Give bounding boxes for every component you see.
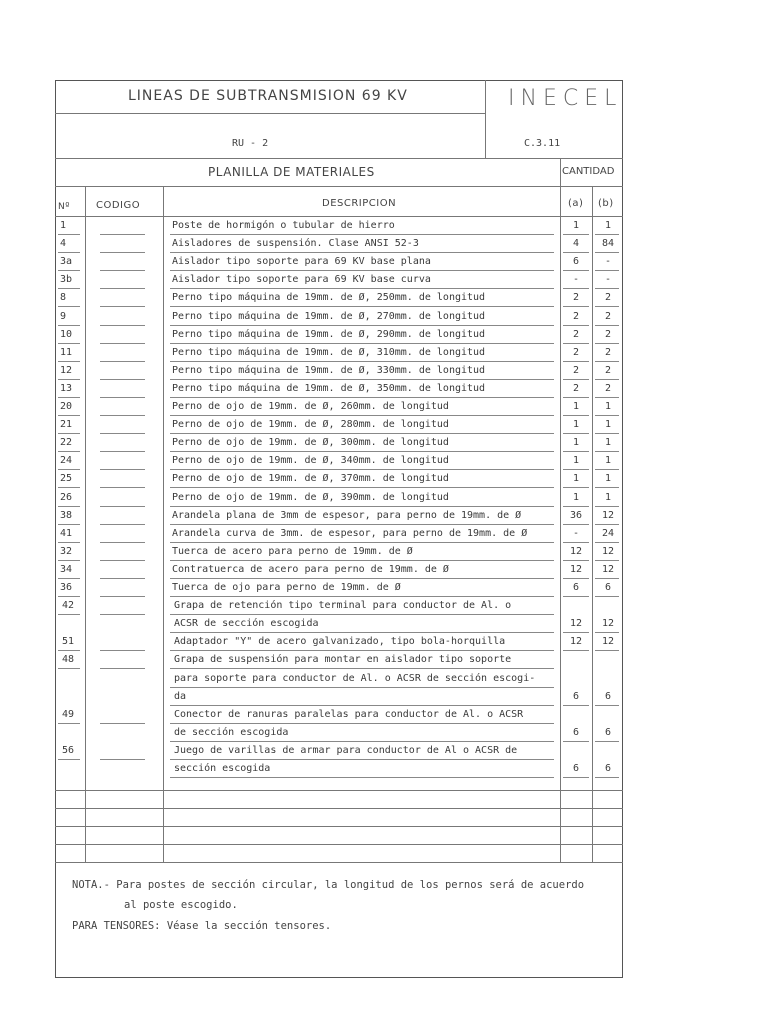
row-description: Tuerca de ojo para perno de 19mm. de Ø bbox=[172, 582, 401, 593]
description-underline bbox=[170, 723, 554, 724]
description-underline bbox=[170, 650, 554, 651]
quantity-a: 2 bbox=[572, 364, 580, 376]
code-placeholder-line bbox=[100, 668, 145, 669]
empty-row-line bbox=[55, 844, 623, 845]
row-description: Adaptador "Y" de acero galvanizado, tipo bola-horquilla bbox=[174, 636, 506, 648]
code-placeholder-line bbox=[100, 306, 145, 307]
quantity-a: 2 bbox=[572, 310, 580, 322]
quantity-b: 2 bbox=[604, 346, 612, 358]
quantity-a: 1 bbox=[572, 401, 580, 412]
row-number: 9 bbox=[60, 310, 67, 322]
header-divider bbox=[55, 113, 485, 114]
quantity-a-underline bbox=[563, 542, 589, 543]
quantity-a: 1 bbox=[572, 437, 580, 449]
row-description: Perno de ojo de 19mm. de Ø, 390mm. de longitud bbox=[172, 491, 449, 503]
row-number: 41 bbox=[60, 527, 73, 539]
row-description: Juego de varillas de armar para conductor de Al o ACSR de bbox=[174, 744, 518, 756]
quantity-a: 6 bbox=[572, 726, 580, 738]
quantity-b: 1 bbox=[604, 473, 612, 485]
description-underline bbox=[170, 596, 554, 597]
row-number: 26 bbox=[60, 491, 73, 503]
row-description: Tuerca de acero para perno de 19mm. de Ø bbox=[172, 545, 413, 557]
quantity-a: 2 bbox=[572, 328, 580, 340]
description-underline bbox=[170, 288, 554, 289]
description-underline bbox=[170, 668, 554, 669]
quantity-a-underline bbox=[563, 306, 589, 307]
quantity-a: 2 bbox=[572, 346, 580, 358]
row-number-underline bbox=[58, 668, 80, 669]
description-underline bbox=[170, 325, 554, 326]
quantity-a-underline bbox=[563, 777, 589, 778]
row-number: 56 bbox=[62, 744, 75, 756]
note-line-2: al poste escogido. bbox=[124, 899, 238, 911]
code-placeholder-line bbox=[100, 451, 145, 452]
row-number-underline bbox=[58, 650, 80, 651]
code-placeholder-line bbox=[100, 650, 145, 651]
row-number-underline bbox=[58, 361, 80, 362]
quantity-b: 1 bbox=[604, 437, 612, 449]
quantity-a: 12 bbox=[569, 618, 583, 630]
quantity-b-underline bbox=[595, 361, 619, 362]
code-placeholder-line bbox=[100, 560, 145, 561]
quantity-a: 36 bbox=[569, 509, 583, 521]
code-placeholder-line bbox=[100, 506, 145, 507]
quantity-b: 2 bbox=[604, 382, 612, 394]
quantity-b-underline bbox=[595, 469, 619, 470]
row-number-underline bbox=[58, 469, 80, 470]
row-description: da bbox=[174, 690, 187, 702]
quantity-b: - bbox=[604, 256, 612, 268]
table-bottom-line bbox=[55, 862, 623, 863]
code-placeholder-line bbox=[100, 542, 145, 543]
row-number-underline bbox=[58, 379, 80, 380]
quantity-b: 84 bbox=[601, 238, 615, 250]
row-description: Perno de ojo de 19mm. de Ø, 300mm. de longitud bbox=[172, 437, 449, 449]
quantity-a: 6 bbox=[572, 256, 580, 268]
description-underline bbox=[170, 252, 554, 253]
row-number: 36 bbox=[60, 582, 73, 593]
description-underline bbox=[170, 614, 554, 615]
row-number: 20 bbox=[60, 401, 73, 412]
quantity-b: 1 bbox=[604, 401, 612, 412]
row-description: sección escogida bbox=[174, 763, 271, 774]
row-description: Poste de hormigón o tubular de hierro bbox=[172, 220, 395, 231]
quantity-a-underline bbox=[563, 578, 589, 579]
row-number: 51 bbox=[62, 636, 75, 648]
empty-row-line bbox=[55, 790, 623, 791]
row-description: Aisladores de suspensión. Clase ANSI 52-3 bbox=[172, 238, 419, 250]
quantity-b-underline bbox=[595, 288, 619, 289]
quantity-b-underline bbox=[595, 433, 619, 434]
section-bottom-line bbox=[55, 186, 623, 187]
quantity-a-underline bbox=[563, 379, 589, 380]
quantity-a-underline bbox=[563, 469, 589, 470]
quantity-a: 6 bbox=[572, 690, 580, 702]
quantity-b-underline bbox=[595, 506, 619, 507]
row-number-underline bbox=[58, 306, 80, 307]
row-number-underline bbox=[58, 288, 80, 289]
empty-row-line bbox=[55, 826, 623, 827]
row-description: Perno de ojo de 19mm. de Ø, 340mm. de longitud bbox=[172, 455, 449, 467]
row-description: Grapa de suspensión para montar en aislador tipo soporte bbox=[174, 654, 512, 666]
code-placeholder-line bbox=[100, 433, 145, 434]
quantity-a-underline bbox=[563, 415, 589, 416]
note-line-3: PARA TENSORES: Véase la sección tensores. bbox=[72, 920, 332, 932]
row-number: 11 bbox=[60, 346, 73, 358]
quantity-a-underline bbox=[563, 560, 589, 561]
row-number-underline bbox=[58, 487, 80, 488]
quantity-b: 1 bbox=[604, 491, 612, 503]
row-description: Perno tipo máquina de 19mm. de Ø, 290mm. de longitud bbox=[172, 328, 486, 340]
quantity-b-underline bbox=[595, 252, 619, 253]
quantity-a-underline bbox=[563, 343, 589, 344]
row-number-underline bbox=[58, 433, 80, 434]
row-number-underline bbox=[58, 343, 80, 344]
col-line-num bbox=[85, 186, 86, 862]
code-placeholder-line bbox=[100, 397, 145, 398]
description-underline bbox=[170, 270, 554, 271]
quantity-b-underline bbox=[595, 705, 619, 706]
quantity-b-underline bbox=[595, 415, 619, 416]
row-description: Perno de ojo de 19mm. de Ø, 280mm. de longitud bbox=[172, 419, 449, 431]
quantity-a: 4 bbox=[572, 238, 580, 250]
row-description: Perno tipo máquina de 19mm. de Ø, 310mm. de longitud bbox=[172, 346, 486, 358]
description-underline bbox=[170, 397, 554, 398]
quantity-b-underline bbox=[595, 777, 619, 778]
row-number-underline bbox=[58, 723, 80, 724]
code-placeholder-line bbox=[100, 723, 145, 724]
code-placeholder-line bbox=[100, 234, 145, 235]
quantity-b-underline bbox=[595, 306, 619, 307]
row-number: 3b bbox=[60, 274, 73, 286]
row-number: 12 bbox=[60, 364, 73, 376]
description-underline bbox=[170, 578, 554, 579]
row-description: Arandela plana de 3mm de espesor, para perno de 19mm. de Ø bbox=[172, 509, 522, 521]
quantity-b-underline bbox=[595, 542, 619, 543]
quantity-a: - bbox=[572, 527, 580, 539]
code-placeholder-line bbox=[100, 596, 145, 597]
quantity-a-underline bbox=[563, 361, 589, 362]
row-number-underline bbox=[58, 451, 80, 452]
quantity-b: 24 bbox=[601, 527, 615, 539]
description-underline bbox=[170, 506, 554, 507]
quantity-b: 6 bbox=[604, 690, 612, 702]
quantity-b-underline bbox=[595, 451, 619, 452]
section-title: PLANILLA DE MATERIALES bbox=[208, 165, 375, 179]
quantity-a-underline bbox=[563, 288, 589, 289]
code-placeholder-line bbox=[100, 469, 145, 470]
quantity-b-underline bbox=[595, 487, 619, 488]
row-number: 42 bbox=[62, 600, 75, 612]
row-number-underline bbox=[58, 506, 80, 507]
row-number-underline bbox=[58, 252, 80, 253]
inecel-logo: INECEL bbox=[508, 86, 623, 111]
code-placeholder-line bbox=[100, 379, 145, 380]
row-number-underline bbox=[58, 325, 80, 326]
row-number: 10 bbox=[60, 328, 73, 340]
row-number-underline bbox=[58, 415, 80, 416]
row-number-underline bbox=[58, 542, 80, 543]
row-description: de sección escogida bbox=[174, 726, 289, 738]
row-number-underline bbox=[58, 397, 80, 398]
quantity-b-underline bbox=[595, 397, 619, 398]
quantity-b-underline bbox=[595, 632, 619, 633]
quantity-a-underline bbox=[563, 325, 589, 326]
row-number: 38 bbox=[60, 509, 73, 521]
quantity-b: 2 bbox=[604, 292, 612, 304]
row-number: 48 bbox=[62, 654, 75, 666]
description-underline bbox=[170, 777, 554, 778]
quantity-a-underline bbox=[563, 596, 589, 597]
quantity-a: 2 bbox=[572, 292, 580, 304]
quantity-b: 12 bbox=[601, 545, 615, 557]
quantity-a: 6 bbox=[572, 582, 580, 593]
quantity-b: 6 bbox=[604, 726, 612, 738]
code-placeholder-line bbox=[100, 524, 145, 525]
description-underline bbox=[170, 415, 554, 416]
quantity-b: 2 bbox=[604, 310, 612, 322]
document-title: LINEAS DE SUBTRANSMISION 69 KV bbox=[128, 88, 408, 104]
description-underline bbox=[170, 705, 554, 706]
code-placeholder-line bbox=[100, 487, 145, 488]
quantity-b-underline bbox=[595, 524, 619, 525]
quantity-a: 1 bbox=[572, 419, 580, 431]
row-description: Perno tipo máquina de 19mm. de Ø, 330mm. de longitud bbox=[172, 364, 486, 376]
row-description: Perno tipo máquina de 19mm. de Ø, 250mm. de longitud bbox=[172, 292, 486, 304]
header-bottom-line bbox=[55, 158, 623, 159]
quantity-a-underline bbox=[563, 487, 589, 488]
row-description: Arandela curva de 3mm. de espesor, para perno de 19mm. de Ø bbox=[172, 527, 528, 539]
col-line-a bbox=[592, 186, 593, 862]
code-placeholder-line bbox=[100, 759, 145, 760]
col-line-code bbox=[163, 186, 164, 862]
description-underline bbox=[170, 524, 554, 525]
quantity-b: 12 bbox=[601, 509, 615, 521]
row-description: Aislador tipo soporte para 69 KV base plana bbox=[172, 256, 431, 268]
description-underline bbox=[170, 632, 554, 633]
code-placeholder-line bbox=[100, 361, 145, 362]
quantity-a: 12 bbox=[569, 563, 583, 575]
row-number-underline bbox=[58, 524, 80, 525]
quantity-b-underline bbox=[595, 234, 619, 235]
row-number: 22 bbox=[60, 437, 73, 449]
logo-divider bbox=[485, 80, 486, 158]
quantity-b-underline bbox=[595, 596, 619, 597]
quantity-a: 1 bbox=[572, 491, 580, 503]
quantity-b: 1 bbox=[604, 455, 612, 467]
row-description: Grapa de retención tipo terminal para conductor de Al. o bbox=[174, 600, 512, 612]
row-number-underline bbox=[58, 234, 80, 235]
code-placeholder-line bbox=[100, 415, 145, 416]
quantity-a-underline bbox=[563, 451, 589, 452]
quantity-b-underline bbox=[595, 270, 619, 271]
quantity-b: 1 bbox=[604, 220, 612, 231]
description-underline bbox=[170, 560, 554, 561]
quantity-b: - bbox=[604, 274, 612, 286]
row-number-underline bbox=[58, 614, 80, 615]
description-underline bbox=[170, 234, 554, 235]
row-description: Contratuerca de acero para perno de 19mm. de Ø bbox=[172, 563, 449, 575]
row-number: 21 bbox=[60, 419, 73, 431]
code-placeholder-line bbox=[100, 252, 145, 253]
quantity-b-underline bbox=[595, 650, 619, 651]
quantity-a-underline bbox=[563, 705, 589, 706]
description-underline bbox=[170, 469, 554, 470]
row-number-underline bbox=[58, 596, 80, 597]
quantity-a: 12 bbox=[569, 636, 583, 648]
quantity-a-underline bbox=[563, 506, 589, 507]
row-number: 13 bbox=[60, 382, 73, 394]
quantity-a: 2 bbox=[572, 382, 580, 394]
description-underline bbox=[170, 542, 554, 543]
row-description: Perno de ojo de 19mm. de Ø, 370mm. de longitud bbox=[172, 473, 449, 485]
row-description: Perno tipo máquina de 19mm. de Ø, 270mm. de longitud bbox=[172, 310, 486, 322]
row-number: 49 bbox=[62, 708, 75, 720]
col-a-header: (a) bbox=[568, 198, 584, 209]
quantity-a-underline bbox=[563, 632, 589, 633]
quantity-header: CANTIDAD bbox=[562, 166, 615, 177]
quantity-a-underline bbox=[563, 524, 589, 525]
row-number: 25 bbox=[60, 473, 73, 485]
row-description: Perno de ojo de 19mm. de Ø, 260mm. de longitud bbox=[172, 401, 449, 412]
row-number: 3a bbox=[60, 256, 73, 268]
column-header-line bbox=[55, 216, 623, 217]
row-number: 1 bbox=[60, 220, 67, 231]
code-right: C.3.11 bbox=[524, 138, 561, 149]
quantity-a: 1 bbox=[572, 473, 580, 485]
row-description: Aislador tipo soporte para 69 KV base curva bbox=[172, 274, 431, 286]
col-description-header: DESCRIPCION bbox=[322, 198, 397, 209]
quantity-b: 2 bbox=[604, 364, 612, 376]
quantity-b: 12 bbox=[601, 563, 615, 575]
quantity-a: 6 bbox=[572, 763, 580, 774]
quantity-b: 6 bbox=[604, 582, 612, 593]
quantity-a: 1 bbox=[572, 455, 580, 467]
quantity-a-underline bbox=[563, 252, 589, 253]
quantity-b: 6 bbox=[604, 763, 612, 774]
code-left: RU - 2 bbox=[232, 138, 269, 149]
quantity-b-underline bbox=[595, 325, 619, 326]
quantity-b: 12 bbox=[601, 618, 615, 630]
note-line-1: NOTA.- Para postes de sección circular, la longitud de los pernos será de acuerdo bbox=[72, 879, 585, 891]
quantity-b-underline bbox=[595, 343, 619, 344]
code-placeholder-line bbox=[100, 288, 145, 289]
quantity-a: - bbox=[572, 274, 580, 286]
description-underline bbox=[170, 433, 554, 434]
quantity-a-underline bbox=[563, 397, 589, 398]
quantity-b-underline bbox=[595, 379, 619, 380]
row-description: Perno tipo máquina de 19mm. de Ø, 350mm. de longitud bbox=[172, 382, 486, 394]
col-code-header: CODIGO bbox=[96, 200, 141, 211]
quantity-b: 2 bbox=[604, 328, 612, 340]
quantity-b: 12 bbox=[601, 636, 615, 648]
description-underline bbox=[170, 379, 554, 380]
row-number: 24 bbox=[60, 455, 73, 467]
row-number-underline bbox=[58, 759, 80, 760]
quantity-b-underline bbox=[595, 578, 619, 579]
row-number-underline bbox=[58, 578, 80, 579]
row-number-underline bbox=[58, 560, 80, 561]
description-underline bbox=[170, 343, 554, 344]
col-num-header: Nº bbox=[58, 202, 70, 212]
quantity-a: 1 bbox=[572, 220, 580, 231]
description-underline bbox=[170, 741, 554, 742]
row-description: Conector de ranuras paralelas para conductor de Al. o ACSR bbox=[174, 708, 524, 720]
quantity-a-underline bbox=[563, 741, 589, 742]
row-number: 4 bbox=[60, 238, 67, 250]
row-number: 34 bbox=[60, 563, 73, 575]
quantity-a-underline bbox=[563, 433, 589, 434]
row-number-underline bbox=[58, 270, 80, 271]
description-underline bbox=[170, 451, 554, 452]
code-placeholder-line bbox=[100, 325, 145, 326]
quantity-b-underline bbox=[595, 741, 619, 742]
col-line-desc bbox=[560, 158, 561, 862]
quantity-a-underline bbox=[563, 234, 589, 235]
code-placeholder-line bbox=[100, 343, 145, 344]
description-underline bbox=[170, 759, 554, 760]
row-description: para soporte para conductor de Al. o ACSR de sección escogi- bbox=[174, 672, 536, 684]
code-placeholder-line bbox=[100, 614, 145, 615]
quantity-b-underline bbox=[595, 560, 619, 561]
quantity-a-underline bbox=[563, 650, 589, 651]
code-placeholder-line bbox=[100, 578, 145, 579]
row-number: 32 bbox=[60, 545, 73, 557]
row-description: ACSR de sección escogida bbox=[174, 618, 319, 630]
quantity-a-underline bbox=[563, 270, 589, 271]
empty-row-line bbox=[55, 808, 623, 809]
description-underline bbox=[170, 361, 554, 362]
row-number: 8 bbox=[60, 292, 67, 304]
col-b-header: (b) bbox=[598, 198, 614, 209]
quantity-b: 1 bbox=[604, 419, 612, 431]
description-underline bbox=[170, 687, 554, 688]
quantity-a: 12 bbox=[569, 545, 583, 557]
code-placeholder-line bbox=[100, 270, 145, 271]
description-underline bbox=[170, 487, 554, 488]
description-underline bbox=[170, 306, 554, 307]
